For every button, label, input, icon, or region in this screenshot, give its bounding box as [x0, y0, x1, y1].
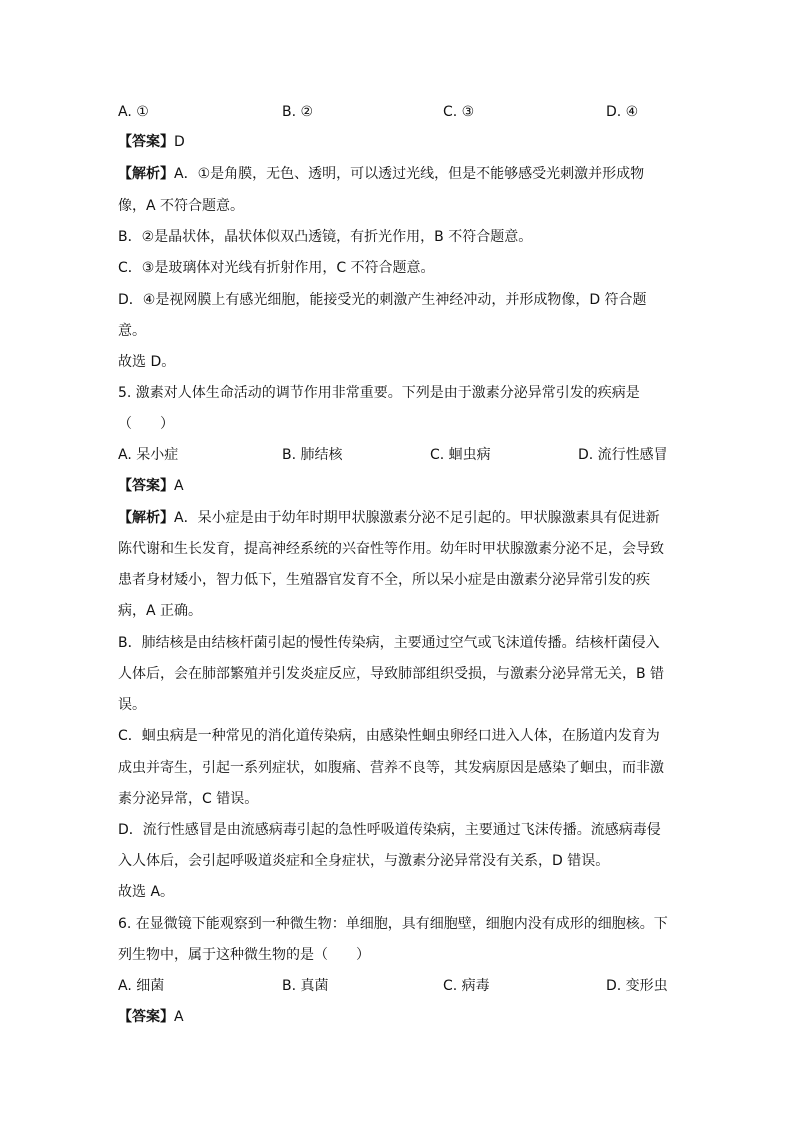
- analysis-label: 【解析】: [118, 166, 174, 182]
- q5-analysis-line: 素分泌异常，C 错误。: [118, 791, 259, 807]
- answer-label: 【答案】: [118, 134, 174, 150]
- q6-option-a: A. 细菌: [118, 978, 165, 994]
- q5-option-a: A. 呆小症: [118, 447, 179, 463]
- q4-option-d: D. ④: [606, 104, 639, 120]
- q5-analysis-line: 成虫并寄生，引起一系列症状，如腹痛、营养不良等，其发病原因是感染了蛔虫，而非激: [118, 760, 664, 776]
- q4-analysis-line: B．②是晶状体，晶状体似双凸透镜，有折光作用，B 不符合题意。: [118, 229, 533, 245]
- q6-option-b: B. 真菌: [282, 978, 329, 994]
- answer-label: 【答案】: [118, 478, 174, 494]
- answer-label: 【答案】: [118, 1009, 174, 1025]
- q4-analysis-line: C．③是玻璃体对光线有折射作用，C 不符合题意。: [118, 260, 435, 276]
- q4-option-c: C. ③: [443, 104, 475, 120]
- q5-stem-line: （ ）: [118, 416, 174, 432]
- q5-analysis-line: B．肺结核是由结核杆菌引起的慢性传染病，主要通过空气或飞沫道传播。结核杆菌侵入: [118, 635, 660, 651]
- q5-analysis-line: 病，A 正确。: [118, 603, 203, 619]
- q4-analysis-line: 【解析】A．①是角膜，无色、透明，可以透过光线，但是不能够感受光刺激并形成物: [118, 166, 645, 182]
- q4-option-b: B. ②: [282, 104, 314, 120]
- q4-analysis-line: 像，A 不符合题意。: [118, 198, 245, 214]
- answer-value: A: [174, 1009, 184, 1025]
- answer-value: D: [174, 134, 185, 150]
- answer-value: A: [174, 478, 184, 494]
- q5-options: [0, 444, 794, 466]
- q4-analysis-line: 意。: [118, 323, 146, 339]
- q6-stem-line: 列生物中，属于这种微生物的是（ ）: [118, 947, 370, 963]
- q4-option-a: A. ①: [118, 104, 149, 120]
- q5-option-b: B. 肺结核: [282, 447, 343, 463]
- q5-analysis-line: 人体后，会在肺部繁殖并引发炎症反应，导致肺部组织受损，与激素分泌异常无关，B 错: [118, 666, 665, 682]
- q5-analysis-line: C．蛔虫病是一种常见的消化道传染病，由感染性蛔虫卵经口进入人体，在肠道内发育为: [118, 728, 660, 744]
- q4-options: [0, 101, 794, 123]
- q5-answer: [118, 475, 678, 497]
- analysis-label: 【解析】: [118, 510, 174, 526]
- q6-option-c: C. 病毒: [443, 978, 490, 994]
- q5-analysis-line: 【解析】A．呆小症是由于幼年时期甲状腺激素分泌不足引起的。甲状腺激素具有促进新: [118, 510, 660, 526]
- q5-analysis-line: 故选 A。: [118, 884, 175, 900]
- q5-analysis-line: 陈代谢和生长发育，提高神经系统的兴奋性等作用。幼年时甲状腺激素分泌不足，会导致: [118, 541, 664, 557]
- q4-answer: [118, 131, 678, 153]
- q5-analysis-line: 入人体后，会引起呼吸道炎症和全身症状，与激素分泌异常没有关系，D 错误。: [118, 853, 610, 869]
- q5-analysis-line: 误。: [118, 697, 146, 713]
- q4-analysis-line: 故选 D。: [118, 354, 176, 370]
- q6-stem-line: 6. 在显微镜下能观察到一种微生物：单细胞，具有细胞壁，细胞内没有成形的细胞核。下: [118, 916, 668, 932]
- q6-option-d: D. 变形虫: [606, 978, 668, 994]
- q5-analysis-line: D．流行性感冒是由流感病毒引起的急性呼吸道传染病，主要通过飞沫传播。流感病毒侵: [118, 822, 661, 838]
- q5-analysis-line: 患者身材矮小，智力低下，生殖器官发育不全，所以呆小症是由激素分泌异常引发的疾: [118, 572, 650, 588]
- q4-analysis-line: D．④是视网膜上有感光细胞，能接受光的刺激产生神经冲动，并形成物像，D 符合题: [118, 292, 647, 308]
- q5-stem-line: 5. 激素对人体生命活动的调节作用非常重要。下列是由于激素分泌异常引发的疾病是: [118, 385, 640, 401]
- q5-option-c: C. 蛔虫病: [430, 447, 491, 463]
- q5-option-d: D. 流行性感冒: [578, 447, 668, 463]
- q6-options: [0, 975, 794, 997]
- q6-answer: [118, 1006, 678, 1028]
